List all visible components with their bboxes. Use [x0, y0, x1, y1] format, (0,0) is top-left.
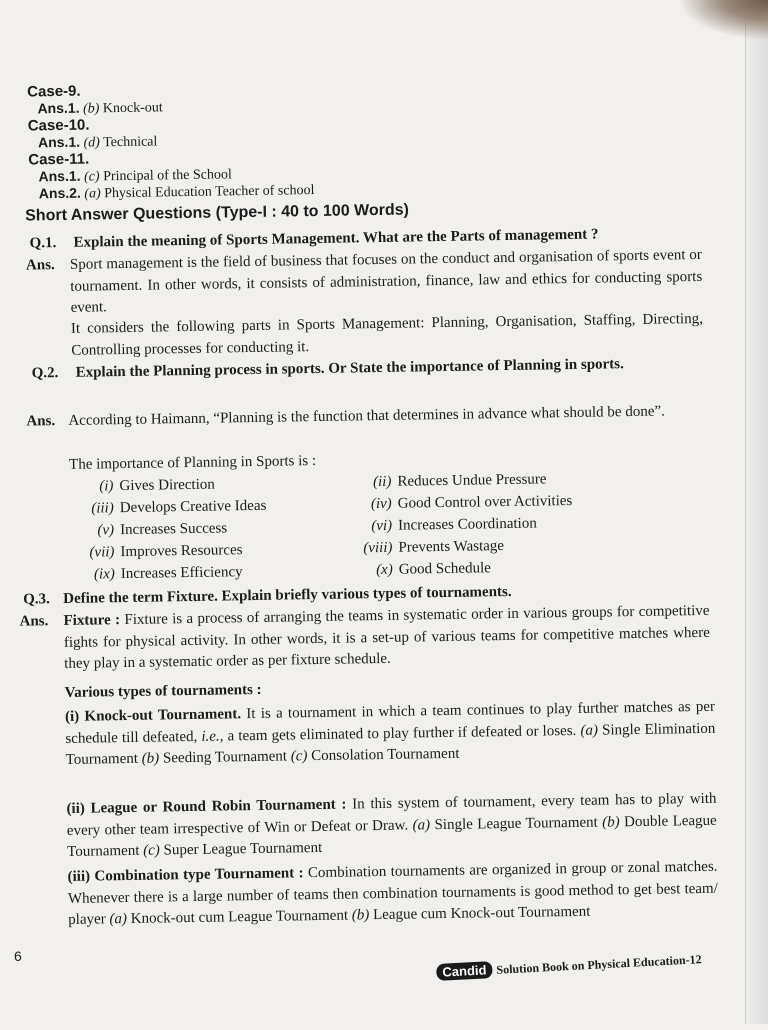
question-2: [31, 353, 722, 408]
answer-option: (c): [83, 169, 100, 185]
section-title: Short Answer Questions (Type-I : 40 to 100 Words): [25, 201, 410, 225]
list-item: (x) Good Schedule: [376, 560, 491, 579]
case-11-answer-2: [39, 181, 315, 203]
answer-label: Ans.: [26, 413, 56, 430]
answer-option: (b): [82, 101, 100, 117]
answer-number: Ans.1.: [38, 167, 81, 185]
case-11-title: Case-11.: [28, 150, 90, 169]
case-10-answer: [38, 132, 158, 152]
knockout-tournament: (i) Knock-out Tournament. It is a tournament in which a team continues to play further matches as per schedule till defeated, i.e., a team gets eliminated to play further if defeated or loses. (a) Single Elimination Tournament (b) Seeding Tournament (c) Consolation Tournament: [64, 698, 716, 768]
list-item: (ii) Reduces Undue Pressure: [372, 471, 547, 491]
list-item: (i) Gives Direction: [99, 476, 215, 495]
case-9-title: Case-9.: [27, 82, 81, 101]
question-number: Q.2.: [31, 365, 59, 382]
types-heading: Various types of tournaments :: [64, 681, 262, 701]
list-item: (iii) Develops Creative Ideas: [91, 497, 267, 517]
answer-text: Technical: [103, 134, 158, 151]
answer-text: Physical Education Teacher of school: [104, 182, 315, 202]
answer-label: Ans.: [19, 613, 49, 630]
answer-text: Principal of the School: [103, 167, 232, 185]
footer-text: Solution Book on Physical Education-12: [496, 952, 702, 977]
answer-number: Ans.2.: [38, 184, 81, 202]
question-number: Q.1.: [29, 235, 57, 252]
question-text: Explain the meaning of Sports Management. What are the Parts of management ?: [73, 226, 599, 251]
answer-number: Ans.1.: [37, 133, 81, 151]
league-tournament: (ii) League or Round Robin Tournament : In this system of tournament, every team has to play with every other team irrespective of Win or Defeat or Draw. (a) Single League Tournament (b) Double League Tournament (c) Super League Tournament: [66, 790, 717, 860]
answer-text: Knock-out: [102, 100, 163, 117]
fixture-definition: Fixture : Fixture is a process of arranging the teams in systematic order in various groups for competitive fights for physical activity. In other words, it is a set-up of various teams for competitive matches where they play in a systematic order as per fixture schedule.: [63, 602, 710, 672]
fixture-term: Fixture :: [63, 612, 121, 629]
answer-paragraph: According to Haimann, “Planning is the function that determines in advance what should be done”.: [68, 403, 665, 429]
answer-paragraph: It considers the following parts in Sports Management: Planning, Organisation, Staffing, Directing, Controlling processes for conducting it.: [70, 310, 704, 359]
list-item: (vii) Improves Resources: [89, 542, 243, 561]
list-item: (v) Increases Success: [97, 520, 228, 539]
list-item: (iv) Good Control over Activities: [370, 492, 573, 513]
answer-3: [19, 601, 714, 682]
list-item: (vi) Increases Coordination: [371, 515, 537, 535]
question-text: Define the term Fixture. Explain briefly various types of tournaments.: [63, 583, 512, 607]
list-item: (viii) Prevents Wastage: [363, 538, 505, 557]
brand-logo: Candid: [436, 961, 493, 981]
answer-option: (a): [84, 186, 101, 202]
case-10-title: Case-10.: [27, 116, 90, 135]
question-text: Explain the Planning process in sports. Or State the importance of Planning in sports.: [75, 356, 624, 381]
combination-tournament: (iii) Combination type Tournament : Combination tournaments are organized in group or zonal matches. Whenever there is a large number of teams then combination tournaments is good method to get best team/ player (a) Knock-out cum League Tournament (b) League cum Knock-out Tournament: [67, 858, 718, 928]
answer-option: (d): [83, 135, 101, 151]
list-intro: The importance of Planning in Sports is :: [68, 452, 317, 473]
page-number: 6: [14, 948, 22, 964]
question-number: Q.3.: [23, 591, 51, 608]
answer-number: Ans.1.: [37, 99, 80, 117]
answer-label: Ans.: [25, 257, 55, 274]
case-9-answer: [37, 98, 163, 118]
list-item: (ix) Increases Efficiency: [93, 564, 243, 583]
answer-paragraph: Sport management is the field of business that focuses on the conduct and organisation of sports event or tournament. In other words, it consists of administration, finance, law and ethics for conducting sports event.: [69, 246, 703, 316]
